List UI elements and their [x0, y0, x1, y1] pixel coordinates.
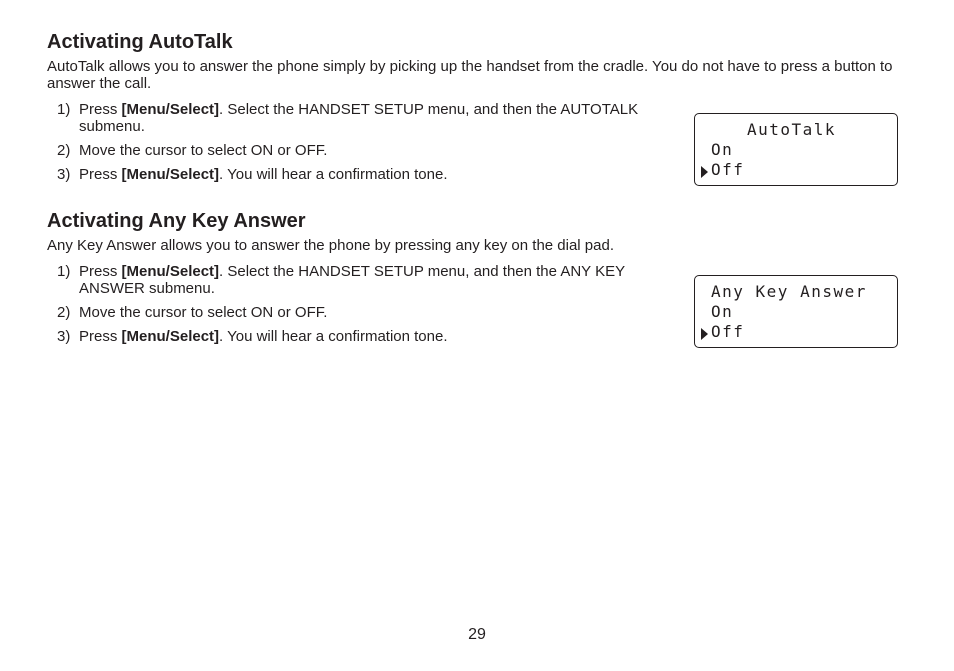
step-number: 2) [57, 142, 71, 159]
lcd-option-on: On [711, 140, 734, 159]
step-text: Move the cursor to select ON or OFF. [79, 142, 328, 159]
step-item [47, 142, 692, 159]
step-text-rest: . Select the HANDSET SETUP menu, and then the AUTOTALK submenu. [79, 101, 639, 135]
step-key: [Menu/Select] [121, 328, 220, 345]
lcd-option-on: On [711, 302, 734, 321]
step-text: Press [79, 166, 122, 183]
step-number: 1) [57, 101, 71, 118]
step-text-rest: . You will hear a confirmation tone. [219, 166, 448, 183]
step-text: Press [79, 263, 122, 280]
step-item [47, 263, 692, 297]
steps-list [47, 263, 692, 345]
lcd-option-off: Off [711, 322, 745, 341]
step-key: [Menu/Select] [121, 166, 220, 183]
lcd-title: Any Key Answer [711, 282, 867, 301]
step-text-rest: . Select the HANDSET SETUP menu, and then the ANY KEY ANSWER submenu. [79, 263, 625, 297]
step-text: Press [79, 328, 122, 345]
lcd-option-off: Off [711, 160, 745, 179]
lcd-title: AutoTalk [747, 120, 837, 139]
step-number: 3) [57, 328, 71, 345]
step-number: 1) [57, 263, 71, 280]
steps-list [47, 101, 692, 183]
step-number: 3) [57, 166, 71, 183]
step-text: Move the cursor to select ON or OFF. [79, 304, 328, 321]
step-number: 2) [57, 304, 71, 321]
section-intro: Any Key Answer allows you to answer the phone by pressing any key on the dial pad. [47, 237, 615, 254]
step-item [47, 304, 692, 321]
step-text: Press [79, 101, 122, 118]
step-item [47, 166, 692, 183]
page-number: 29 [468, 626, 486, 643]
section-heading: Activating AutoTalk [47, 31, 233, 53]
lcd-display-any-key-answer [694, 275, 898, 348]
step-item [47, 101, 692, 135]
step-key: [Menu/Select] [121, 263, 220, 280]
step-item [47, 328, 692, 345]
cursor-arrow-icon [701, 166, 708, 178]
section-heading: Activating Any Key Answer [47, 210, 306, 232]
step-text-rest: . You will hear a confirmation tone. [219, 328, 448, 345]
step-key: [Menu/Select] [121, 101, 220, 118]
cursor-arrow-icon [701, 328, 708, 340]
section-intro: AutoTalk allows you to answer the phone simply by picking up the handset from the cradle. You do not have to press a button to answer the call. [47, 58, 893, 92]
lcd-display-autotalk [694, 113, 898, 186]
